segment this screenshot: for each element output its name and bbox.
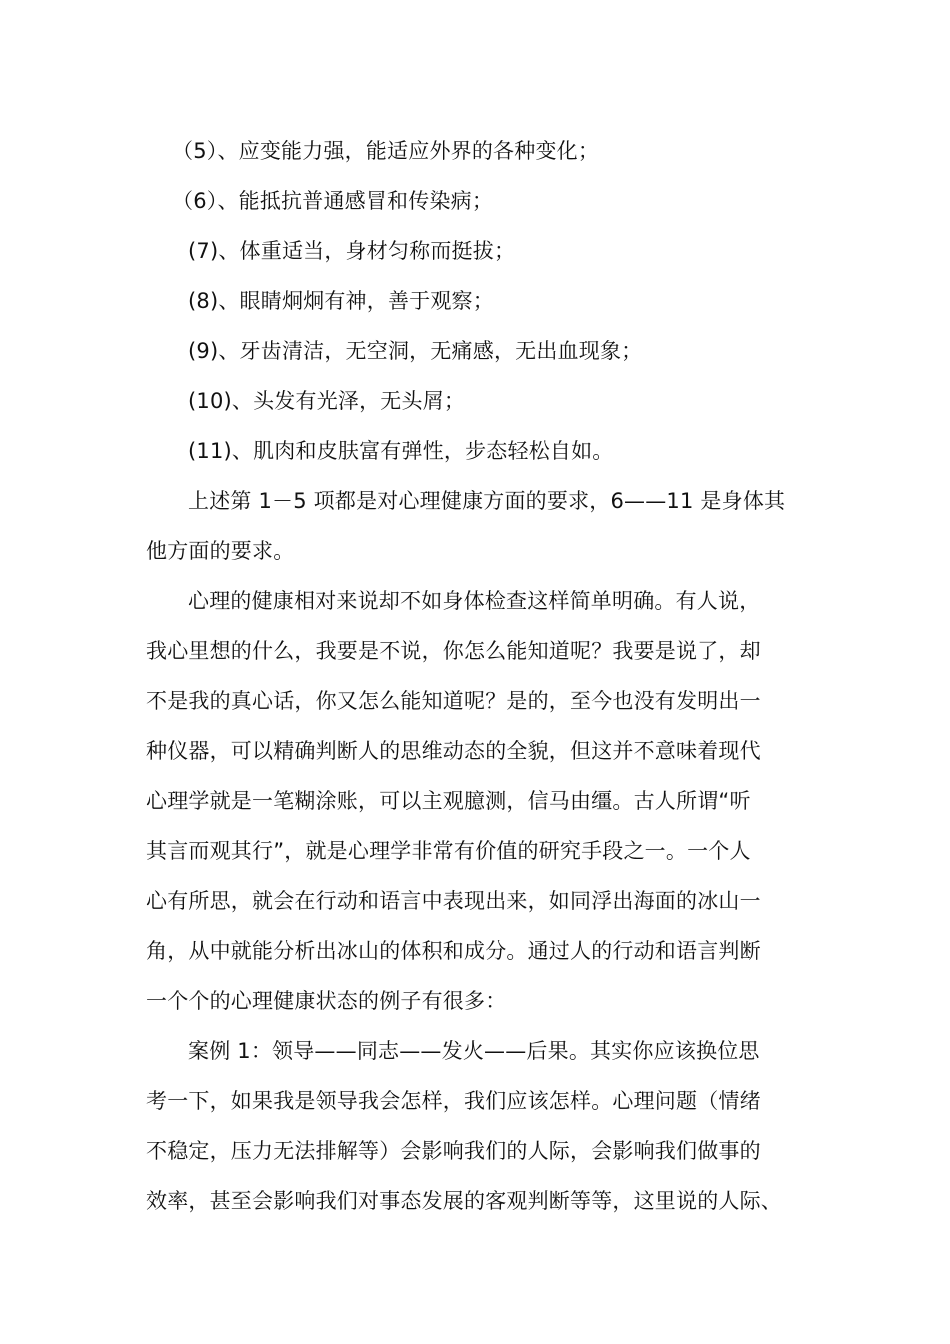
- list-item: (8)、眼睛炯炯有神，善于观察；: [188, 289, 494, 313]
- paragraph-line: 种仪器，可以精确判断人的思维动态的全貌，但这并不意味着现代: [146, 739, 761, 763]
- paragraph-line: 心理的健康相对来说却不如身体检查这样简单明确。有人说，: [188, 589, 761, 613]
- paragraph-line: 其言而观其行”，就是心理学非常有价值的研究手段之一。一个人: [146, 839, 751, 863]
- summary-line: 上述第 1－5 项都是对心理健康方面的要求，6——11 是身体其: [188, 489, 786, 513]
- list-item: (11)、肌肉和皮肤富有弹性，步态轻松自如。: [188, 439, 614, 463]
- paragraph-line: 效率，甚至会影响我们对事态发展的客观判断等等，这里说的人际、: [146, 1189, 782, 1213]
- list-item: （5）、应变能力强，能适应外界的各种变化；: [172, 139, 600, 163]
- paragraph-line: 不是我的真心话，你又怎么能知道呢？是的，至今也没有发明出一: [146, 689, 761, 713]
- list-item: (7)、体重适当，身材匀称而挺拔；: [188, 239, 516, 263]
- list-item: （6）、能抵抗普通感冒和传染病；: [172, 189, 494, 213]
- paragraph-line: 一个个的心理健康状态的例子有很多：: [146, 989, 507, 1013]
- paragraph-line: 我心里想的什么，我要是不说，你怎么能知道呢？我要是说了，却: [146, 639, 761, 663]
- list-item: (9)、牙齿清洁，无空洞，无痛感，无出血现象；: [188, 339, 643, 363]
- paragraph-line: 考一下，如果我是领导我会怎样，我们应该怎样。心理问题（情绪: [146, 1089, 761, 1113]
- paragraph-line: 角，从中就能分析出冰山的体积和成分。通过人的行动和语言判断: [146, 939, 761, 963]
- paragraph-line: 心理学就是一笔糊涂账，可以主观臆测，信马由缰。古人所谓“听: [146, 789, 751, 813]
- paragraph-line: 案例 1：领导——同志——发火——后果。其实你应该换位思: [188, 1039, 760, 1063]
- summary-line: 他方面的要求。: [146, 539, 295, 563]
- paragraph-line: 不稳定，压力无法排解等）会影响我们的人际，会影响我们做事的: [146, 1139, 761, 1163]
- paragraph-line: 心有所思，就会在行动和语言中表现出来，如同浮出海面的冰山一: [146, 889, 761, 913]
- list-item: (10)、头发有光泽，无头屑；: [188, 389, 466, 413]
